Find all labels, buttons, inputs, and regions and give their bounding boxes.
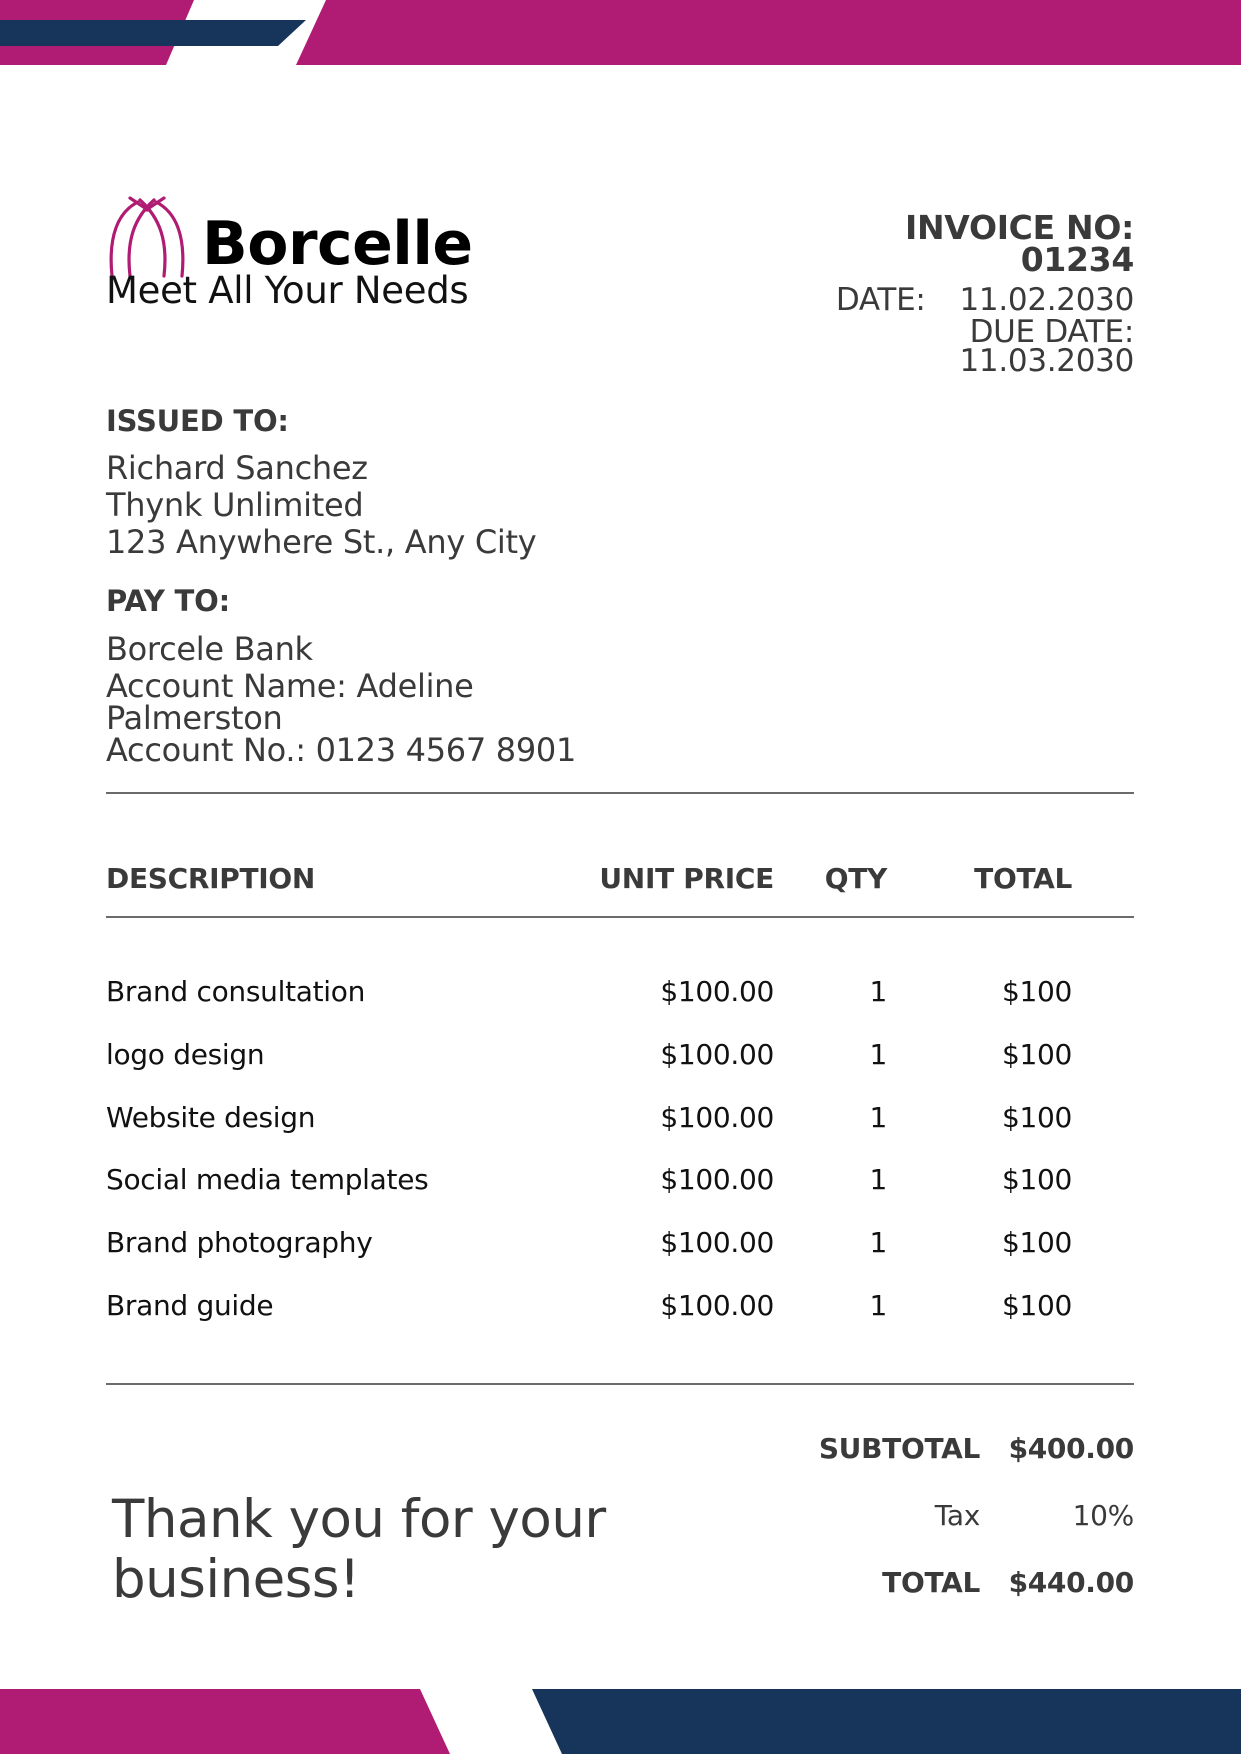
bank-name: Borcele Bank (106, 630, 313, 668)
row-description: Brand photography (106, 1226, 373, 1259)
issued-to-details (106, 450, 536, 561)
row-description: Website design (106, 1101, 316, 1134)
account-name-first: Adeline (356, 667, 474, 705)
row-description: logo design (106, 1038, 265, 1071)
client-address: 123 Anywhere St., Any City (106, 523, 537, 561)
subtotal-label: SUBTOTAL (818, 1432, 980, 1465)
subtotal-value: $400.00 (1008, 1432, 1134, 1465)
row-description: Social media templates (106, 1163, 429, 1196)
row-unit-price: $100.00 (660, 1038, 774, 1071)
invoice-meta (835, 208, 1134, 379)
bottom-navy-shape (532, 1689, 1241, 1754)
invoice-date-label: DATE: (835, 282, 926, 318)
total-value: $440.00 (1008, 1566, 1134, 1599)
top-decoration (0, 0, 1241, 70)
table-row (0, 1038, 1241, 1078)
column-header-description: DESCRIPTION (106, 862, 316, 895)
row-total: $100 (1001, 1101, 1072, 1134)
table-row (0, 1101, 1241, 1141)
brand-tagline: Meet All Your Needs (106, 269, 469, 312)
row-qty: 1 (869, 1163, 887, 1196)
row-qty: 1 (869, 975, 887, 1008)
column-header-unit-price: UNIT PRICE (599, 862, 774, 895)
column-header-qty: QTY (824, 862, 887, 895)
column-header-total: TOTAL (974, 862, 1072, 895)
table-row (0, 1163, 1241, 1203)
tax-value: 10% (1072, 1499, 1134, 1532)
account-no-row (106, 731, 577, 769)
due-date: 11.03.2030 (959, 343, 1134, 379)
brand-name: Borcelle (202, 209, 473, 279)
row-unit-price: $100.00 (660, 1226, 774, 1259)
thank-you-line2: business! (112, 1549, 360, 1610)
row-total: $100 (1001, 975, 1072, 1008)
subtotal-row (774, 1432, 1134, 1472)
top-navy-bar (0, 20, 306, 46)
total-label: TOTAL (882, 1566, 980, 1599)
table-row (0, 1289, 1241, 1329)
divider-bottom (106, 1383, 1134, 1385)
thank-you-line1: Thank you for your (112, 1489, 606, 1550)
table-row (0, 1226, 1241, 1266)
client-company: Thynk Unlimited (106, 486, 364, 524)
row-description: Brand guide (106, 1289, 274, 1322)
invoice-number-label: INVOICE NO: (904, 208, 1134, 247)
row-unit-price: $100.00 (660, 1163, 774, 1196)
account-no: 0123 4567 8901 (315, 731, 577, 769)
row-total: $100 (1001, 1289, 1072, 1322)
row-total: $100 (1001, 1163, 1072, 1196)
due-date-label: DUE DATE: (969, 314, 1134, 350)
divider-top (106, 792, 1134, 794)
account-name-second: Palmerston (106, 699, 283, 737)
account-no-label: Account No.: (106, 731, 306, 769)
row-unit-price: $100.00 (660, 975, 774, 1008)
invoice-number: 01234 (1020, 240, 1134, 279)
client-name: Richard Sanchez (106, 449, 368, 487)
thank-you-message (112, 1490, 672, 1610)
bottom-magenta-shape (0, 1689, 450, 1754)
row-unit-price: $100.00 (660, 1289, 774, 1322)
row-qty: 1 (869, 1226, 887, 1259)
row-qty: 1 (869, 1101, 887, 1134)
row-unit-price: $100.00 (660, 1101, 774, 1134)
account-name-label: Account Name: (106, 667, 347, 705)
invoice-date-row (836, 282, 1134, 318)
tax-row (774, 1499, 1134, 1539)
pay-to-label: PAY TO: (106, 584, 230, 618)
pay-to-details (106, 630, 577, 769)
row-qty: 1 (869, 1289, 887, 1322)
row-total: $100 (1001, 1226, 1072, 1259)
arches-logo-icon (108, 196, 186, 278)
total-row (774, 1566, 1134, 1606)
top-right-magenta-shape (296, 0, 1241, 65)
tax-label: Tax (934, 1499, 980, 1532)
divider-header (106, 916, 1134, 918)
invoice-date: 11.02.2030 (959, 282, 1134, 318)
row-description: Brand consultation (106, 975, 366, 1008)
issued-to-label: ISSUED TO: (106, 404, 289, 438)
row-total: $100 (1001, 1038, 1072, 1071)
table-row (0, 975, 1241, 1015)
row-qty: 1 (869, 1038, 887, 1071)
bottom-decoration (0, 1689, 1241, 1754)
